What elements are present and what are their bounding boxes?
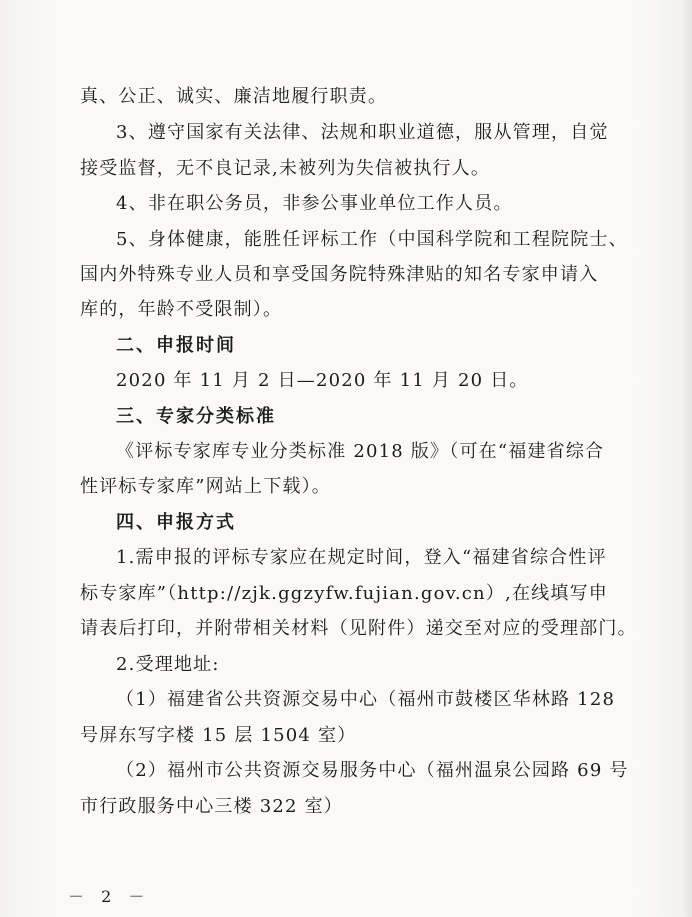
text-line-5: 5、身体健康，能胜任评标工作（中国科学院和工程院院士、: [116, 229, 628, 250]
text-line-9: 2020 年 11 月 2 日—2020 年 11 月 20 日。: [116, 370, 529, 391]
text-line-19: 号屏东写字楼 15 层 1504 室）: [80, 725, 357, 746]
text-line-2: 3、遵守国家有关法律、法规和职业道德，服从管理，自觉: [116, 122, 609, 143]
text-line-20: （2）福州市公共资源交易服务中心（福州温泉公园路 69 号: [116, 760, 629, 781]
text-line-1: 真、公正、诚实、廉洁地履行职责。: [80, 86, 388, 107]
text-line-3: 接受监督，无不良记录,未被列为失信被执行人。: [80, 158, 491, 179]
page-edge-shadow: [682, 0, 692, 917]
text-line-12: 性评标专家库”网站上下载）。: [80, 476, 332, 497]
text-line-6: 国内外特殊专业人员和享受国务院特殊津贴的知名专家申请入: [80, 264, 599, 285]
text-line-16: 请表后打印，并附带相关材料（见附件）递交至对应的受理部门。: [80, 618, 637, 639]
text-line-4: 4、非在职公务员，非参公事业单位工作人员。: [116, 193, 513, 214]
text-line-15: 标专家库”（http://zjk.ggzyfw.fujian.gov.cn）,在线填写申: [80, 583, 608, 604]
text-line-11: 《评标专家库专业分类标准 2018 版》（可在“福建省综合: [116, 441, 605, 462]
page-number: － 2 －: [68, 887, 151, 906]
text-line-17: 2.受理地址:: [116, 654, 220, 675]
section-heading-4: 四、申报方式: [116, 512, 236, 533]
text-line-21: 市行政服务中心三楼 322 室）: [80, 796, 343, 817]
text-line-18: （1）福建省公共资源交易中心（福州市鼓楼区华林路 128: [116, 689, 616, 710]
text-line-7: 库的，年龄不受限制）。: [80, 299, 283, 320]
section-heading-2: 二、申报时间: [116, 335, 236, 356]
text-line-14: 1.需申报的评标专家应在规定时间，登入“福建省综合性评: [116, 547, 607, 568]
section-heading-3: 三、专家分类标准: [116, 406, 276, 427]
